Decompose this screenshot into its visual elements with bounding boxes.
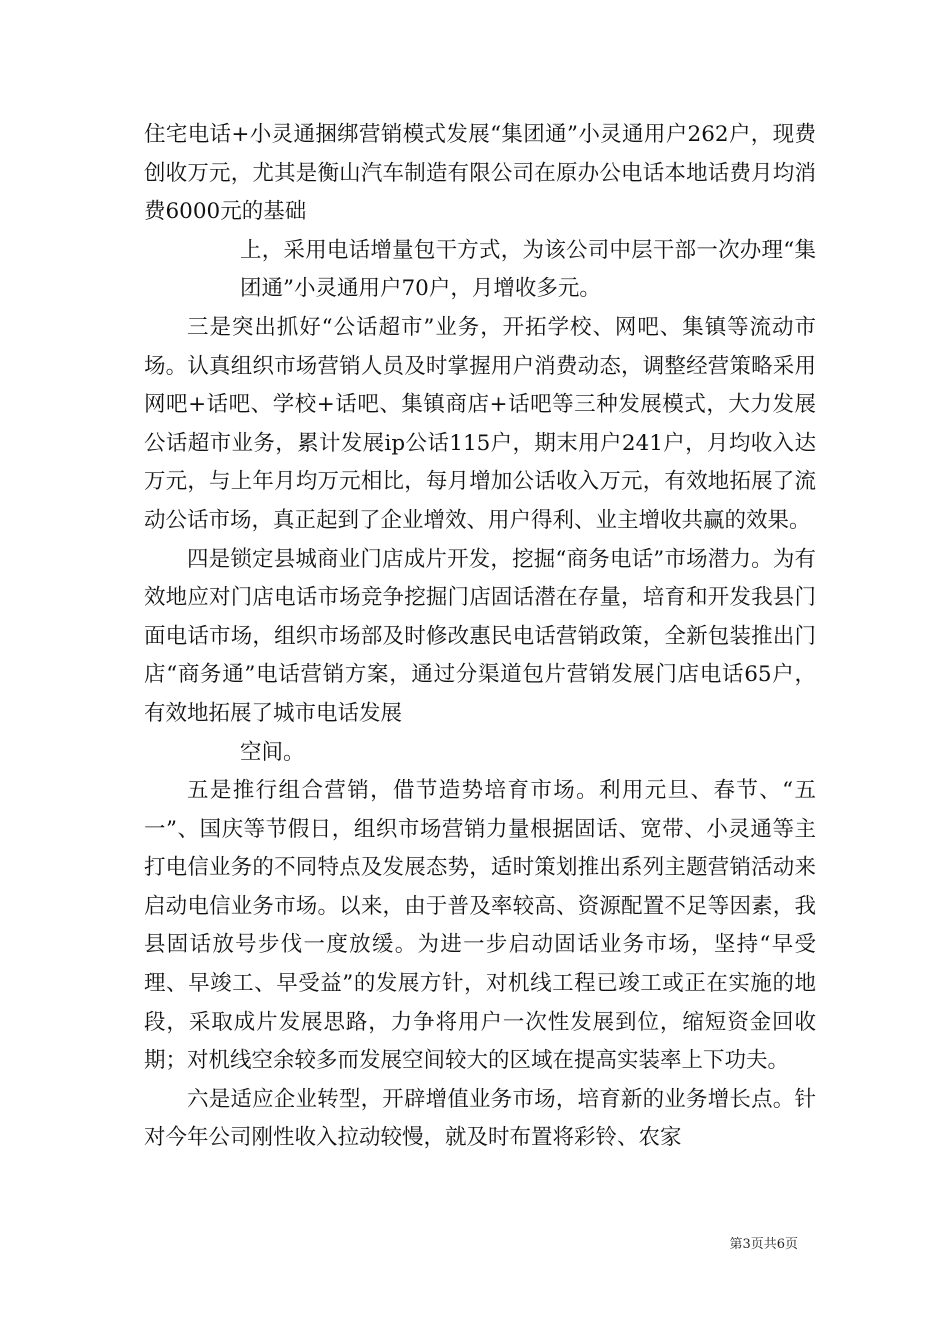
paragraph-7: 六是适应企业转型，开辟增值业务市场，培育新的业务增长点。针对今年公司刚性收入拉动较慢，就及时布置将彩铃、农家 <box>144 1086 816 1151</box>
paragraph-2: 上，采用电话增量包干方式，为该公司中层干部一次办理“集团通”小灵通用户70户，月增收多元。 <box>240 237 816 302</box>
page-number-footer: 第3页共6页 <box>729 1237 798 1252</box>
paragraph-5: 空间。 <box>240 739 305 765</box>
paragraph-4: 四是锁定县城商业门店成片开发，挖掘“商务电话”市场潜力。为有效地应对门店电话市场竞争挖掘门店固话潜在存量，培育和开发我县门面电话市场，组织市场部及时修改惠民电话营销政策，全新包装推出门店“商务通”电话营销方案，通过分渠道包片营销发展门店电话65户，有效地拓展了城市电话发展 <box>144 546 816 726</box>
paragraph-3: 三是突出抓好“公话超市”业务，开拓学校、网吧、集镇等流动市场。认真组织市场营销人员及时掌握用户消费动态，调整经营策略采用网吧+话吧、学校+话吧、集镇商店+话吧等三种发展模式，大力发展公话超市业务，累计发展ip公话115户，期末用户241户，月均收入达万元，与上年月均万元相比，每月增加公话收入万元，有效地拓展了流动公话市场，真正起到了企业增效、用户得利、业主增收共赢的效果。 <box>144 314 816 533</box>
paragraph-1: 住宅电话+小灵通捆绑营销模式发展“集团通”小灵通用户262户，现费创收万元，尤其是衡山汽车制造有限公司在原办公电话本地话费月均消费6000元的基础 <box>144 122 816 225</box>
document-body <box>144 116 816 1158</box>
paragraph-6: 五是推行组合营销，借节造势培育市场。利用元旦、春节、“五一”、国庆等节假日，组织市场营销力量根据固话、宽带、小灵通等主打电信业务的不同特点及发展态势，适时策划推出系列主题营销活动来启动电信业务市场。以来，由于普及率较高、资源配置不足等因素，我县固话放号步伐一度放缓。为进一步启动固话业务市场，坚持“早受理、早竣工、早受益”的发展方针，对机线工程已竣工或正在实施的地段，采取成片发展思路，力争将用户一次性发展到位，缩短资金回收期；对机线空余较多而发展空间较大的区域在提高实装率上下功夫。 <box>144 778 816 1074</box>
